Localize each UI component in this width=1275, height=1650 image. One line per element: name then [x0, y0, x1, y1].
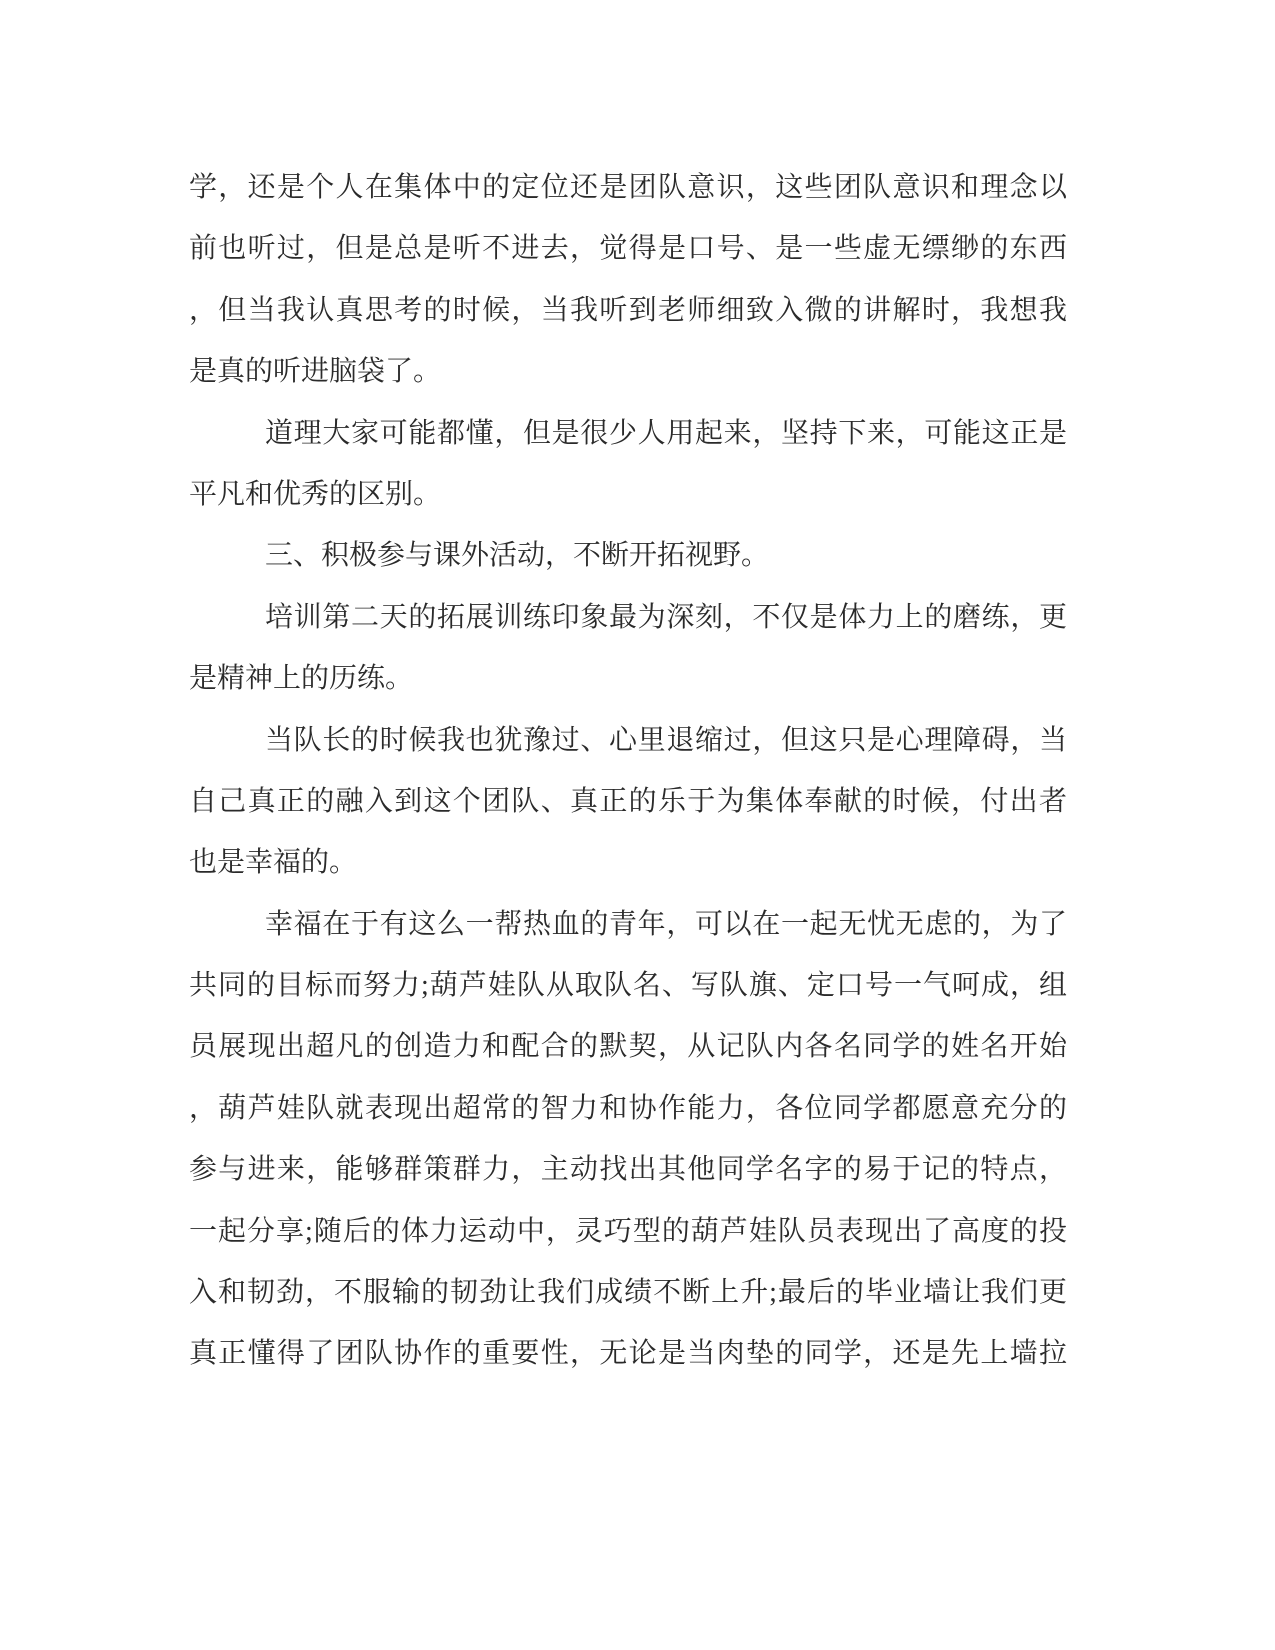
text-line: 学，还是个人在集体中的定位还是团队意识，这些团队意识和理念以	[189, 172, 1067, 203]
document-page	[189, 157, 1067, 1385]
text-line: 自己真正的融入到这个团队、真正的乐于为集体奉献的时候，付出者	[189, 785, 1067, 817]
text-line: 真正懂得了团队协作的重要性，无论是当肉垫的同学，还是先上墙拉	[189, 1338, 1067, 1370]
text-line: 参与进来，能够群策群力，主动找出其他同学名字的易于记的特点，	[189, 1154, 1067, 1186]
text-line: 平凡和优秀的区别。	[189, 478, 442, 510]
text-line: ，葫芦娃队就表现出超常的智力和协作能力，各位同学都愿意充分的	[189, 1092, 1067, 1124]
text-line: 入和韧劲，不服输的韧劲让我们成绩不断上升;最后的毕业墙让我们更	[189, 1277, 1067, 1309]
text-line: 道理大家可能都懂，但是很少人用起来，坚持下来，可能这正是	[265, 417, 1067, 449]
text-line: 前也听过，但是总是听不进去，觉得是口号、是一些虚无缥缈的东西	[189, 233, 1067, 265]
text-line: 当队长的时候我也犹豫过、心里退缩过，但这只是心理障碍，当	[265, 724, 1067, 756]
text-line: 三、积极参与课外活动，不断开拓视野。	[265, 540, 770, 572]
text-line: 培训第二天的拓展训练印象最为深刻，不仅是体力上的磨练，更	[265, 601, 1067, 633]
text-line: 幸福在于有这么一帮热血的青年，可以在一起无忧无虑的，为了	[265, 908, 1067, 940]
text-line: 是精神上的历练。	[189, 663, 414, 695]
text-line: 一起分享;随后的体力运动中，灵巧型的葫芦娃队员表现出了高度的投	[189, 1215, 1067, 1247]
text-line: 也是幸福的。	[189, 847, 358, 879]
text-line: ，但当我认真思考的时候，当我听到老师细致入微的讲解时，我想我	[189, 294, 1067, 326]
text-line: 员展现出超凡的创造力和配合的默契，从记队内各名同学的姓名开始	[189, 1031, 1067, 1063]
text-line: 是真的听进脑袋了。	[189, 356, 442, 388]
text-line: 共同的目标而努力;葫芦娃队从取队名、写队旗、定口号一气呵成，组	[189, 970, 1067, 1002]
